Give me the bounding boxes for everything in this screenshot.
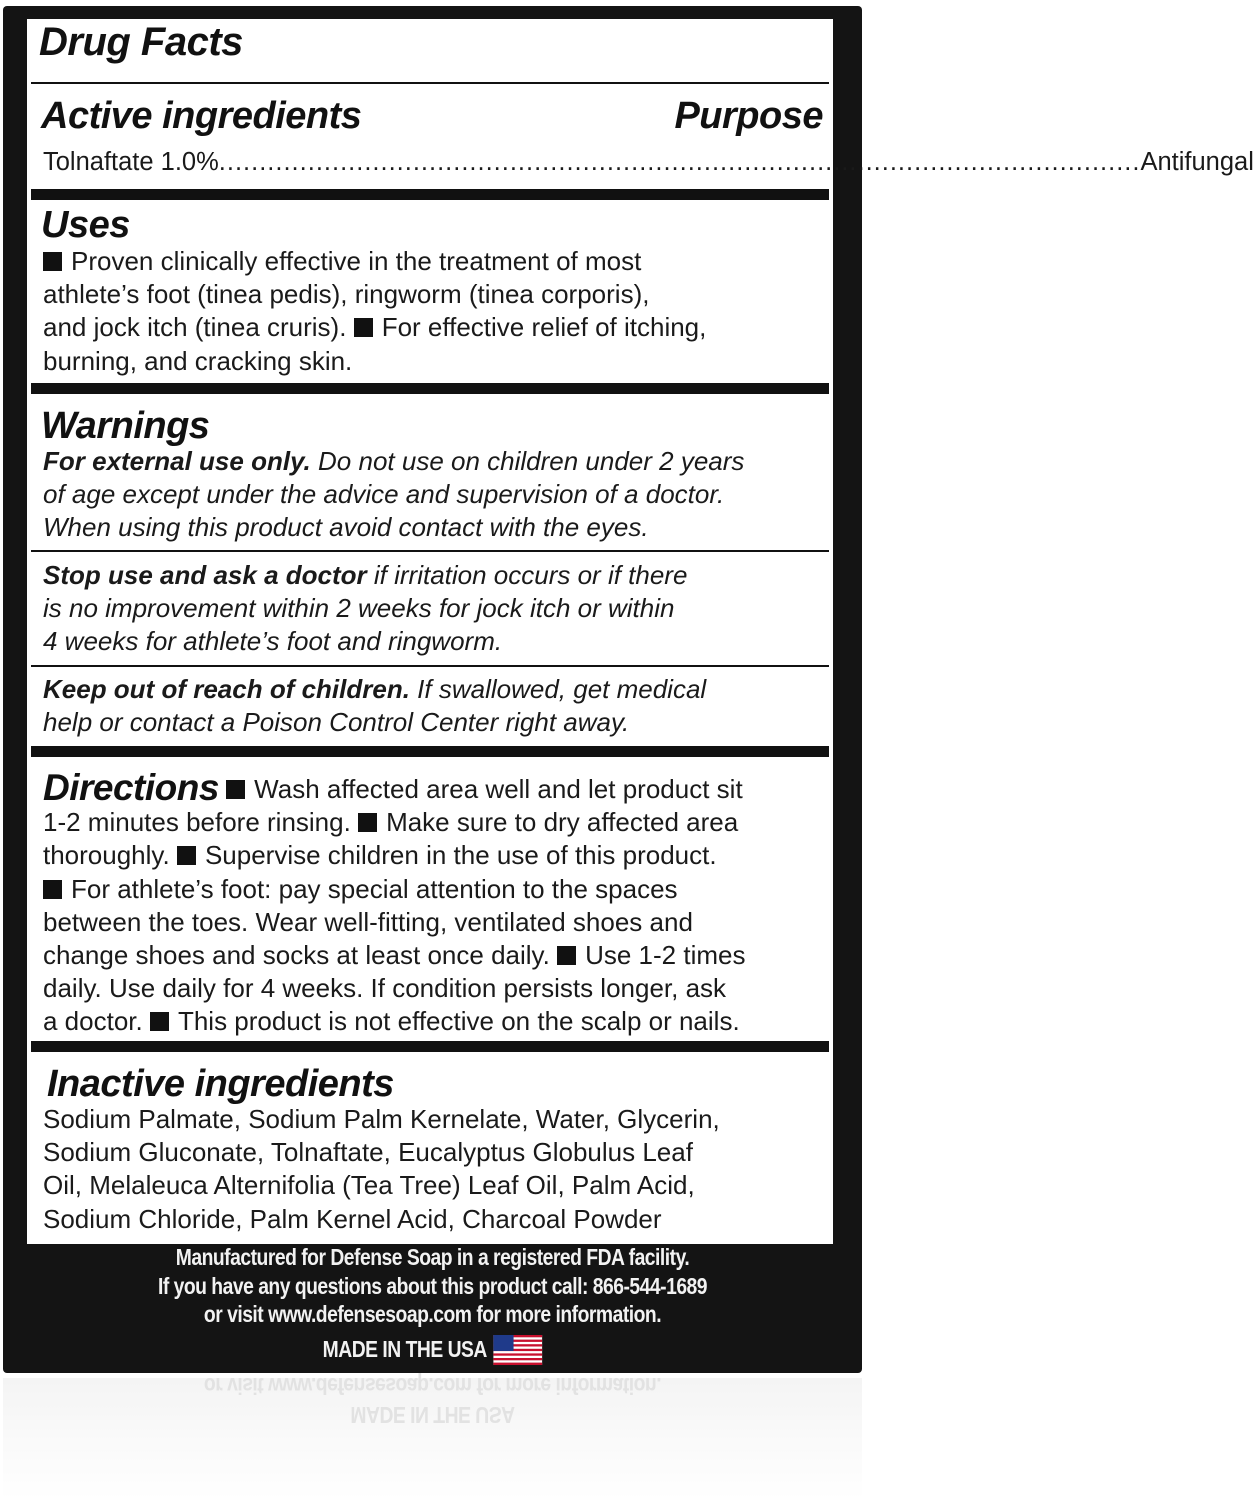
inactive-ingredients-heading: Inactive ingredients [47, 1063, 394, 1105]
stop-use-warning: Stop use and ask a doctor if irritation occurs or if there is no improvement within 2 weeks for jock itch or within 4 weeks for athlete’s foot and ringworm. [43, 560, 688, 657]
keep-out-lead: Keep out of reach of children. [43, 674, 410, 704]
stop-use-lead: Stop use and ask a doctor [43, 560, 367, 590]
contact-phone-line: If you have any questions about this product call: 866-544-1689 [157, 1272, 708, 1299]
bullet-square-icon [43, 880, 62, 899]
leader-dots: .................................................................................................................. [218, 148, 1141, 176]
made-in-usa-text: MADE IN THE USA [322, 1336, 487, 1363]
box-reflection: MADE IN THE USA or visit www.defensesoap.com for more information. [3, 1378, 862, 1500]
active-ingredients-heading: Active ingredients [41, 95, 362, 137]
bullet-square-icon [150, 1012, 169, 1031]
uses-heading: Uses [41, 204, 130, 246]
section-divider [31, 189, 829, 200]
divider [31, 665, 829, 667]
divider [31, 550, 829, 552]
external-use-warning: For external use only. Do not use on children under 2 years of age except under the advice and supervision of a doctor. When using this product avoid contact with the eyes. [43, 446, 745, 543]
section-divider [31, 1041, 829, 1052]
warnings-heading: Warnings [41, 405, 210, 447]
website-line: or visit www.defensesoap.com for more information. [203, 1301, 662, 1327]
divider [31, 82, 829, 84]
purpose-heading: Purpose [674, 95, 823, 137]
bullet-square-icon [43, 252, 62, 271]
bullet-square-icon [557, 946, 576, 965]
section-divider [31, 746, 829, 757]
bullet-square-icon [226, 780, 245, 799]
made-in-usa [323, 1335, 543, 1365]
directions-heading: Directions [43, 767, 219, 808]
active-ingredient-purpose: Antifungal [1140, 148, 1254, 176]
bullet-square-icon [358, 813, 377, 832]
active-ingredient-name: Tolnaftate 1.0% [43, 148, 219, 176]
bullet-square-icon [354, 318, 373, 337]
inactive-ingredients-text: Sodium Palmate, Sodium Palm Kernelate, Water, Glycerin, Sodium Gluconate, Tolnaftate, Eucalyptus Globulus Leaf Oil, Melaleuca Alternifolia (Tea Tree) Leaf Oil, Palm Acid, Sodium Chloride, Palm Kernel Acid, Charcoal Powder [43, 1104, 720, 1234]
uses-text: Proven clinically effective in the treatment of most athlete’s foot (tinea pedis), ringworm (tinea corporis), and jock itch (tinea cruris). For effective relief of itching, burning, and cracking skin. [43, 246, 707, 376]
bullet-square-icon [177, 846, 196, 865]
directions-text: Directions Wash affected area well and let product sit 1-2 minutes before rinsing. Make sure to dry affected area thoroughly. Supervise children in the use of this product. For athlete’s foot: pay special attention to the spaces between the toes. Wear well-fitting, ventilated shoes and change shoes and socks at least once daily. Use 1-2 times daily. Use daily for 4 weeks. If condition persists longer, ask a doctor. This product is not effective on the scalp or nails. [43, 767, 746, 1037]
us-flag-icon [494, 1335, 543, 1365]
keep-out-warning: Keep out of reach of children. If swallowed, get medical help or contact a Poison Control Center right away. [43, 674, 707, 738]
active-ingredient-row [43, 146, 1254, 179]
section-divider [31, 383, 829, 394]
drug-facts-label [27, 19, 1254, 1244]
external-use-lead: For external use only. [43, 446, 311, 476]
manufacturer-line: Manufactured for Defense Soap in a registered FDA facility. [175, 1244, 690, 1270]
product-box [3, 6, 1254, 1373]
drug-facts-title: Drug Facts [39, 20, 243, 64]
manufacturer-footer [72, 1243, 794, 1365]
